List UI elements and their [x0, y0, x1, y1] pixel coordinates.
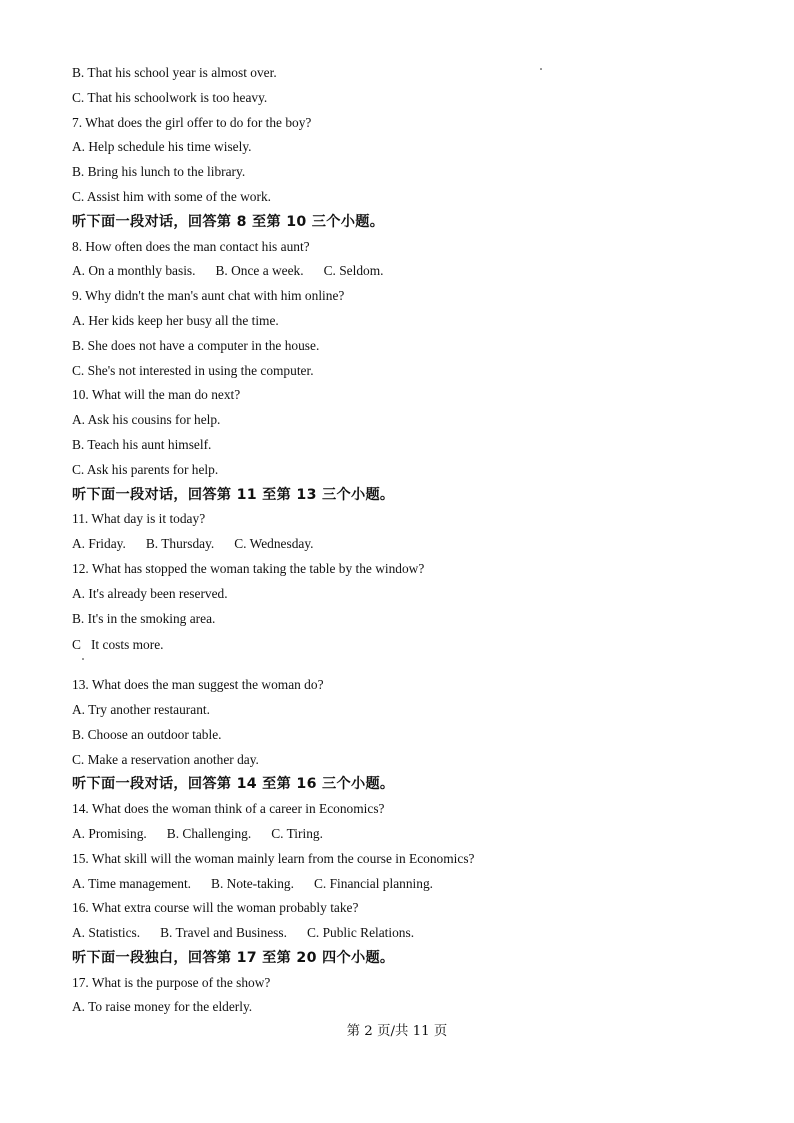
option-c: C. Financial planning.	[313, 875, 433, 891]
option-a: A. On a monthly basis.	[72, 263, 196, 279]
option-b: B. Challenging.	[166, 825, 252, 841]
option-a: A. Statistics.	[72, 925, 141, 941]
question-13: 13. What does the man suggest the woman do?	[72, 677, 324, 693]
options-row	[72, 872, 722, 897]
option-line: C. Make a reservation another day.	[72, 751, 259, 767]
option-b: B. Travel and Business.	[160, 925, 287, 941]
options-row	[72, 921, 722, 946]
option-a: A. Friday.	[72, 536, 126, 552]
options-row	[72, 259, 722, 284]
option-b: B. Note-taking.	[211, 875, 294, 891]
question-10: 10. What will the man do next?	[72, 387, 241, 403]
option-line: A. Help schedule his time wisely.	[72, 139, 252, 155]
option-line: C It costs more.	[72, 637, 164, 653]
option-line: C. Assist him with some of the work.	[72, 188, 272, 204]
option-line: A. It's already been reserved.	[72, 585, 228, 601]
option-a: A. Promising.	[72, 825, 147, 841]
option-line: A. Her kids keep her busy all the time.	[72, 312, 279, 328]
option-c: C. Tiring.	[271, 825, 323, 841]
question-11: 11. What day is it today?	[72, 511, 206, 527]
section-heading: 听下面一段对话，回答第 8 至第 10 三个小题。	[72, 213, 385, 230]
option-line: A. To raise money for the elderly.	[72, 999, 253, 1015]
option-c: C. Wednesday.	[234, 536, 314, 552]
option-line: B. It's in the smoking area.	[72, 610, 216, 626]
option-line: B. That his school year is almost over.	[72, 65, 277, 80]
option-line: B. Bring his lunch to the library.	[72, 164, 246, 180]
options-row	[72, 532, 722, 557]
page-number: 第 2 页/共 11 页	[346, 1024, 448, 1039]
option-line: C. That his schoolwork is too heavy.	[72, 89, 268, 105]
option-line: C. Ask his parents for help.	[72, 461, 219, 477]
option-line: A. Try another restaurant.	[72, 701, 210, 717]
question-17: 17. What is the purpose of the show?	[72, 974, 271, 990]
page-content	[72, 61, 722, 1020]
question-16: 16. What extra course will the woman probably take?	[72, 900, 359, 916]
question-7: 7. What does the girl offer to do for the boy?	[72, 114, 312, 130]
option-line: C. She's not interested in using the computer.	[72, 362, 314, 378]
option-b: B. Thursday.	[145, 536, 215, 552]
option-a: A. Time management.	[72, 875, 192, 891]
option-line: B. She does not have a computer in the house.	[72, 337, 320, 353]
question-15: 15. What skill will the woman mainly learn from the course in Economics?	[72, 850, 475, 866]
options-row	[72, 822, 722, 847]
option-line: B. Choose an outdoor table.	[72, 726, 222, 742]
option-c: C. Seldom.	[323, 263, 384, 279]
question-12: 12. What has stopped the woman taking the table by the window?	[72, 560, 425, 576]
section-heading: 听下面一段对话，回答第 14 至第 16 三个小题。	[72, 776, 395, 793]
option-c: C. Public Relations.	[306, 925, 415, 941]
option-line: B. Teach his aunt himself.	[72, 436, 212, 452]
option-line: A. Ask his cousins for help.	[72, 412, 221, 428]
option-b: B. Once a week.	[215, 263, 304, 279]
section-heading: 听下面一段独白，回答第 17 至第 20 四个小题。	[72, 949, 395, 966]
section-heading: 听下面一段对话，回答第 11 至第 13 三个小题。	[72, 486, 395, 503]
question-9: 9. Why didn't the man's aunt chat with him online?	[72, 288, 345, 304]
question-14: 14. What does the woman think of a career in Economics?	[72, 801, 385, 817]
question-8: 8. How often does the man contact his aunt?	[72, 238, 310, 254]
